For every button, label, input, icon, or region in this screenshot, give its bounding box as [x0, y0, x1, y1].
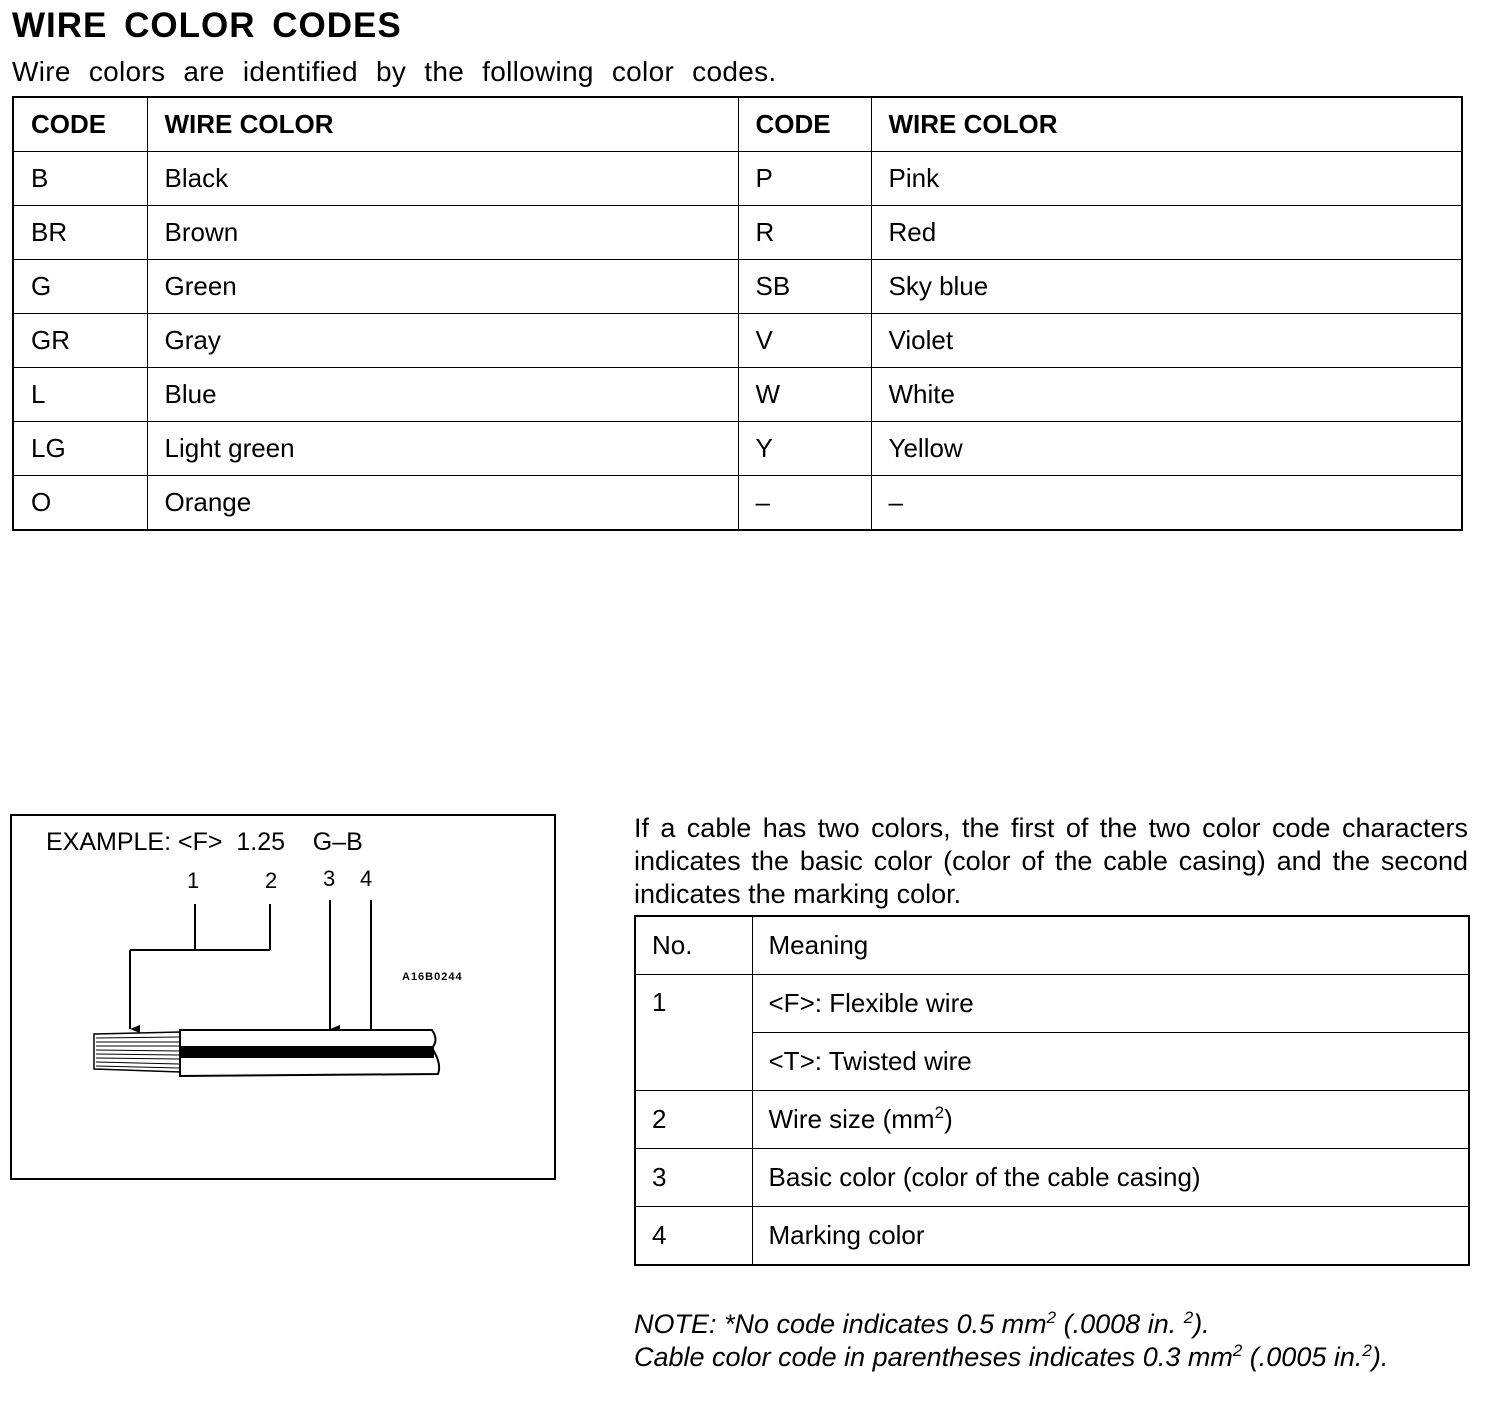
color-cell: Black	[147, 152, 738, 206]
no-cell: 3	[635, 1149, 752, 1207]
wire-color-table	[12, 96, 1463, 531]
header-wire-color: WIRE COLOR	[147, 97, 738, 152]
code-cell: R	[738, 206, 871, 260]
color-cell: –	[871, 476, 1462, 531]
color-cell: Blue	[147, 368, 738, 422]
table-row	[13, 152, 1462, 206]
note-text: NOTE: *No code indicates 0.5 mm	[634, 1309, 1047, 1339]
code-cell: O	[13, 476, 147, 531]
note-text: (.0008 in.	[1056, 1309, 1184, 1339]
color-cell: Pink	[871, 152, 1462, 206]
marking-stripe	[180, 1046, 434, 1058]
code-cell: P	[738, 152, 871, 206]
header-meaning: Meaning	[752, 916, 1469, 975]
table-row	[635, 1033, 1469, 1091]
meaning-cell: <F>: Flexible wire	[752, 975, 1469, 1033]
superscript: 2	[1046, 1308, 1057, 1327]
leader-lines	[130, 900, 371, 1044]
no-cell: 2	[635, 1091, 752, 1149]
note	[634, 1308, 1468, 1374]
example-label: EXAMPLE: <F> 1.25 G–B	[46, 828, 363, 856]
example-figure	[10, 814, 556, 1180]
code-cell: BR	[13, 206, 147, 260]
table-row	[635, 1207, 1469, 1266]
code-cell: V	[738, 314, 871, 368]
superscript: 2	[1183, 1308, 1194, 1327]
color-cell: White	[871, 368, 1462, 422]
callout-4: 4	[360, 866, 373, 891]
table-row	[13, 314, 1462, 368]
no-cell: 1	[635, 975, 752, 1091]
code-cell: SB	[738, 260, 871, 314]
superscript: 2	[1362, 1341, 1372, 1360]
table-header-row	[635, 916, 1469, 975]
explanation-paragraph: If a cable has two colors, the first of the two color code characters indicates the basic color (color of the cable casing) and the second indicates the marking color.	[634, 813, 1468, 909]
page-title: WIRE COLOR CODES	[12, 6, 402, 45]
color-cell: Brown	[147, 206, 738, 260]
header-code: CODE	[13, 97, 147, 152]
meaning-suffix: )	[944, 1104, 953, 1134]
callout-2: 2	[265, 868, 278, 893]
color-cell: Gray	[147, 314, 738, 368]
meaning-table	[634, 915, 1470, 1266]
table-row	[635, 1149, 1469, 1207]
table-row	[13, 422, 1462, 476]
color-cell: Violet	[871, 314, 1462, 368]
table-row	[13, 260, 1462, 314]
superscript: 2	[934, 1103, 945, 1122]
meaning-cell	[752, 1091, 1469, 1149]
note-line-1	[634, 1308, 1468, 1341]
wire-diagram	[12, 816, 558, 1182]
color-cell: Light green	[147, 422, 738, 476]
superscript: 2	[1232, 1341, 1243, 1360]
note-text: Cable color code in parentheses indicates 0.3 mm	[634, 1342, 1233, 1372]
table-row	[635, 975, 1469, 1033]
code-cell: G	[13, 260, 147, 314]
note-text: ).	[1193, 1309, 1210, 1339]
header-no: No.	[635, 916, 752, 975]
table-row	[13, 476, 1462, 531]
table-row	[13, 368, 1462, 422]
code-cell: GR	[13, 314, 147, 368]
meaning-cell: Marking color	[752, 1207, 1469, 1266]
no-cell: 4	[635, 1207, 752, 1266]
header-code: CODE	[738, 97, 871, 152]
meaning-cell: Basic color (color of the cable casing)	[752, 1149, 1469, 1207]
table-row	[635, 1091, 1469, 1149]
code-cell: LG	[13, 422, 147, 476]
table-row	[13, 206, 1462, 260]
color-cell: Yellow	[871, 422, 1462, 476]
color-cell: Green	[147, 260, 738, 314]
meaning-cell: <T>: Twisted wire	[752, 1033, 1469, 1091]
meaning-text: Wire size (mm	[768, 1104, 935, 1134]
color-cell: Orange	[147, 476, 738, 531]
note-text: (.0005 in.	[1242, 1342, 1363, 1372]
header-wire-color: WIRE COLOR	[871, 97, 1462, 152]
callout-3: 3	[323, 866, 336, 891]
code-cell: –	[738, 476, 871, 531]
figure-code: A16B0244	[402, 971, 463, 983]
code-cell: Y	[738, 422, 871, 476]
table-header-row	[13, 97, 1462, 152]
note-line-2	[634, 1341, 1468, 1374]
callout-1: 1	[187, 868, 200, 893]
code-cell: W	[738, 368, 871, 422]
color-cell: Red	[871, 206, 1462, 260]
note-text: ).	[1371, 1342, 1389, 1372]
color-cell: Sky blue	[871, 260, 1462, 314]
code-cell: B	[13, 152, 147, 206]
conductor-strands	[94, 1032, 180, 1072]
page-subtitle: Wire colors are identified by the following color codes.	[12, 56, 777, 87]
code-cell: L	[13, 368, 147, 422]
